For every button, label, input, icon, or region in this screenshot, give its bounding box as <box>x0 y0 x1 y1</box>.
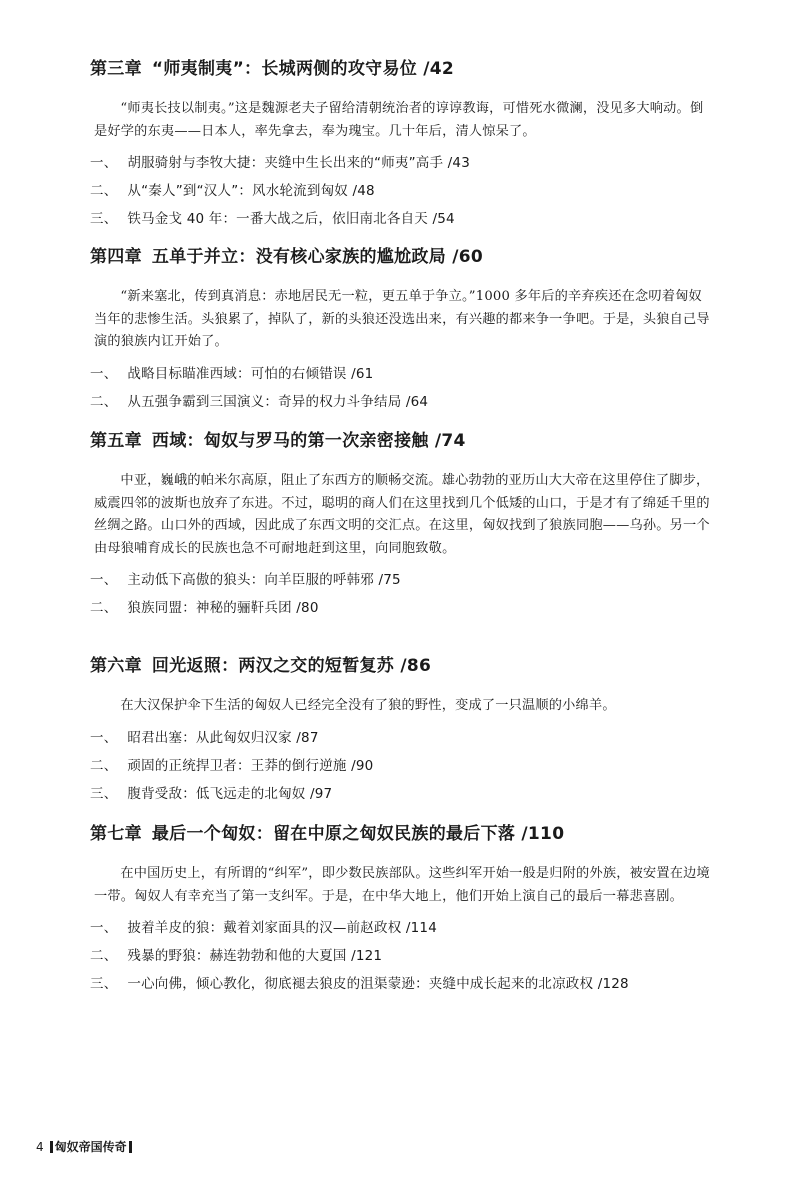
section-item <box>90 942 720 970</box>
section-item <box>90 205 720 233</box>
section-number: 二、 <box>90 183 118 199</box>
chapter-number: 第四章 <box>90 247 142 267</box>
section-number: 二、 <box>90 393 118 410</box>
chapter-heading: 西域：匈奴与罗马的第一次亲密接触 /74 <box>151 431 466 451</box>
section-text: 狼族同盟：神秘的骊靬兵团 /80 <box>127 600 319 616</box>
section-list <box>90 566 720 622</box>
chapter-title <box>90 822 720 846</box>
section-number: 三、 <box>90 211 118 227</box>
chapter-number: 第六章 <box>90 656 142 676</box>
chapter-title <box>90 654 720 678</box>
chapter-title <box>90 429 720 453</box>
section-number: 三、 <box>90 785 118 802</box>
chapter-summary: 在大汉保护伞下生活的匈奴人已经完全没有了狼的野性，变成了一只温顺的小绵羊。 <box>120 698 616 713</box>
section-text: 残暴的野狼：赫连勃勃和他的大夏国 /121 <box>127 948 383 964</box>
section-text: 一心向佛，倾心教化，彻底褪去狼皮的沮渠蒙逊：夹缝中成长起来的北凉政权 /128 <box>127 976 629 992</box>
section-number: 二、 <box>90 600 118 616</box>
chapter-heading: 回光返照：两汉之交的短暂复苏 /86 <box>151 656 432 676</box>
section-item <box>90 780 720 808</box>
chapter-number: 第七章 <box>90 824 142 844</box>
chapter-title <box>90 245 720 269</box>
section-text: 顽固的正统捍卫者：王莽的倒行逆施 /90 <box>127 757 374 774</box>
section-number: 三、 <box>90 976 118 992</box>
divider-bar <box>129 1141 132 1153</box>
section-item <box>90 566 720 594</box>
page-footer <box>36 1139 132 1155</box>
chapter-summary: “师夷长技以制夷。”这是魏源老夫子留给清朝统治者的谆谆教诲，可惜死水微澜，没见多大响动。倒是好学的东夷——日本人，率先拿去，奉为瑰宝。几十年后，清人惊呆了。 <box>94 101 704 139</box>
chapter-7 <box>90 822 720 998</box>
page-number: 4 <box>36 1140 44 1154</box>
section-list <box>90 724 720 808</box>
chapter-summary: 中亚，巍峨的帕米尔高原，阻止了东西方的顺畅交流。雄心勃勃的亚历山大大帝在这里停住了脚步，威震四邻的波斯也放弃了东进。不过，聪明的商人们在这里找到几个低矮的山口，于是才有了绵延千里的丝绸之路。山口外的西域，因此成了东西文明的交汇点。在这里，匈奴找到了狼族同胞——乌孙。另一个由母狼哺育成长的民族也急不可耐地赶到这里，向同胞致敬。 <box>94 473 710 556</box>
section-number: 二、 <box>90 948 118 964</box>
chapter-title <box>90 57 720 81</box>
section-text: 披着羊皮的狼：戴着刘家面具的汉—前赵政权 /114 <box>127 920 438 936</box>
section-text: 从五强争霸到三国演义：奇异的权力斗争结局 /64 <box>127 393 429 410</box>
chapter-4 <box>90 245 720 416</box>
section-item <box>90 914 720 942</box>
section-text: 从“秦人”到“汉人”：风水轮流到匈奴 /48 <box>127 183 375 199</box>
section-item <box>90 149 720 177</box>
chapter-heading: “师夷制夷”：长城两侧的攻守易位 /42 <box>151 59 455 79</box>
section-list <box>90 149 720 233</box>
section-item <box>90 177 720 205</box>
section-text: 昭君出塞：从此匈奴归汉家 /87 <box>127 729 319 746</box>
section-item <box>90 970 720 998</box>
chapter-summary: 在中国历史上，有所谓的“纠军”，即少数民族部队。这些纠军开始一般是归附的外族，被安置在边境一带。匈奴人有幸充当了第一支纠军。于是，在中华大地上，他们开始上演自己的最后一幕悲喜剧。 <box>94 866 710 904</box>
section-list <box>90 360 720 416</box>
divider-bar <box>50 1141 53 1153</box>
section-number: 二、 <box>90 757 118 774</box>
section-number: 一、 <box>90 729 118 746</box>
chapter-heading: 五单于并立：没有核心家族的尴尬政局 /60 <box>151 247 483 267</box>
section-number: 一、 <box>90 920 118 936</box>
section-item <box>90 724 720 752</box>
section-text: 胡服骑射与李牧大捷：夹缝中生长出来的“师夷”高手 /43 <box>127 155 471 171</box>
chapter-6 <box>90 654 720 808</box>
chapter-number: 第五章 <box>90 431 142 451</box>
chapter-heading: 最后一个匈奴：留在中原之匈奴民族的最后下落 /110 <box>151 824 565 844</box>
section-number: 一、 <box>90 155 118 171</box>
section-text: 战略目标瞄准西域：可怕的右倾错误 /61 <box>127 365 374 382</box>
chapter-summary: “新来塞北，传到真消息：赤地居民无一粒，更五单于争立。”1000 多年后的辛弃疾还在念叨着匈奴当年的悲惨生活。头狼累了，掉队了，新的头狼还没选出来，有兴趣的都来争一争吧。于是，头狼自己导演的狼族内讧开始了。 <box>94 289 710 349</box>
chapter-number: 第三章 <box>90 59 142 79</box>
section-text: 主动低下高傲的狼头：向羊臣服的呼韩邪 /75 <box>127 572 401 588</box>
chapter-5 <box>90 429 720 622</box>
section-text: 腹背受敌：低飞远走的北匈奴 /97 <box>127 785 333 802</box>
chapter-3 <box>90 57 720 233</box>
section-list <box>90 914 720 998</box>
section-item <box>90 388 720 416</box>
section-item <box>90 594 720 622</box>
section-text: 铁马金戈 40 年：一番大战之后，依旧南北各自天 /54 <box>127 211 455 227</box>
section-number: 一、 <box>90 572 118 588</box>
section-number: 一、 <box>90 365 118 382</box>
book-title: 匈奴帝国传奇 <box>54 1140 127 1154</box>
section-item <box>90 752 720 780</box>
section-item <box>90 360 720 388</box>
